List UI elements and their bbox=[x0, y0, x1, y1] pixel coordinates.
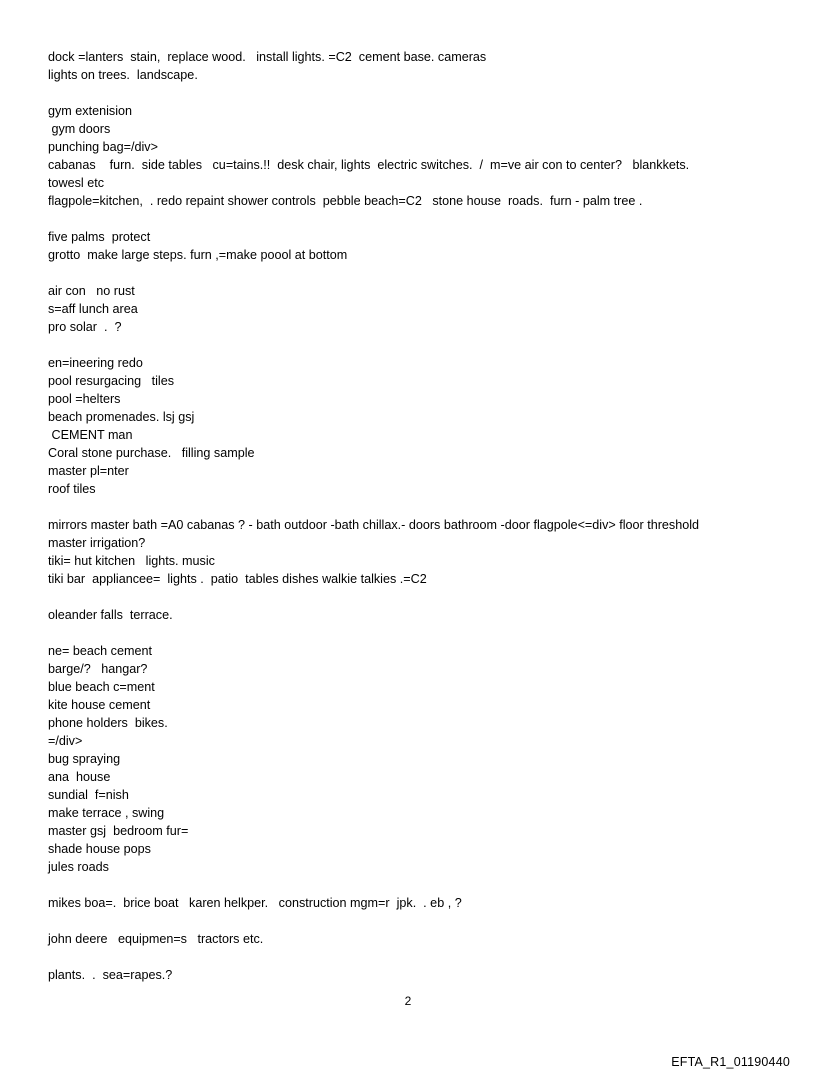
note-line: roof tiles bbox=[48, 482, 96, 496]
note-line: ana house bbox=[48, 770, 111, 784]
note-line: master gsj bedroom fur= bbox=[48, 824, 189, 838]
note-line: tiki= hut kitchen lights. music bbox=[48, 554, 215, 568]
note-line: cabanas furn. side tables cu=tains.!! desk chair, lights electric switches. / m=ve air con to center? blankkets. bbox=[48, 158, 690, 172]
blank-line bbox=[48, 876, 788, 894]
note-line: make terrace , swing bbox=[48, 806, 165, 820]
note-line: s=aff lunch area bbox=[48, 302, 138, 316]
blank-line bbox=[48, 264, 788, 282]
note-line: bug spraying bbox=[48, 752, 121, 766]
blank-line bbox=[48, 912, 788, 930]
note-line: oleander falls terrace. bbox=[48, 608, 173, 622]
note-line: pool resurgacing tiles bbox=[48, 374, 175, 388]
note-line: dock =lanters stain, replace wood. install lights. =C2 cement base. cameras bbox=[48, 50, 487, 64]
blank-line bbox=[48, 588, 788, 606]
note-line: barge/? hangar? bbox=[48, 662, 148, 676]
notes-body bbox=[48, 48, 788, 984]
blank-line bbox=[48, 210, 788, 228]
blank-line bbox=[48, 336, 788, 354]
note-line: grotto make large steps. furn ,=make poool at bottom bbox=[48, 248, 348, 262]
note-line: CEMENT man bbox=[48, 428, 133, 442]
note-line: jules roads bbox=[48, 860, 109, 874]
note-line: pool =helters bbox=[48, 392, 121, 406]
note-line: john deere equipmen=s tractors etc. bbox=[48, 932, 264, 946]
note-line: gym extenision bbox=[48, 104, 132, 118]
note-line: kite house cement bbox=[48, 698, 151, 712]
note-line: ne= beach cement bbox=[48, 644, 152, 658]
note-line: mirrors master bath =A0 cabanas ? - bath outdoor -bath chillax.- doors bathroom -door flagpole<=div> floor threshold bbox=[48, 518, 700, 532]
note-line: towesl etc bbox=[48, 176, 104, 190]
note-line: blue beach c=ment bbox=[48, 680, 155, 694]
note-line: mikes boa=. brice boat karen helkper. construction mgm=r jpk. . eb , ? bbox=[48, 896, 462, 910]
note-line: gym doors bbox=[48, 122, 111, 136]
note-line: Coral stone purchase. filling sample bbox=[48, 446, 255, 460]
document-id: EFTA_R1_01190440 bbox=[671, 1055, 790, 1069]
note-line: air con no rust bbox=[48, 284, 135, 298]
blank-line bbox=[48, 84, 788, 102]
note-line: master irrigation? bbox=[48, 536, 146, 550]
note-line: plants. . sea=rapes.? bbox=[48, 968, 173, 982]
page-number: 2 bbox=[404, 994, 412, 1008]
note-line: pro solar . ? bbox=[48, 320, 122, 334]
blank-line bbox=[48, 948, 788, 966]
note-line: =/div> bbox=[48, 734, 83, 748]
note-line: lights on trees. landscape. bbox=[48, 68, 198, 82]
note-line: shade house pops bbox=[48, 842, 151, 856]
blank-line bbox=[48, 498, 788, 516]
note-line: tiki bar applianceе= lights . patio tables dishes walkie talkies .=C2 bbox=[48, 572, 427, 586]
note-line: phone holders bikes. bbox=[48, 716, 168, 730]
note-line: flagpole=kitchen, . redo repaint shower controls pebble beach=C2 stone house roads. furn - palm tree . bbox=[48, 194, 643, 208]
note-line: five palms protect bbox=[48, 230, 151, 244]
note-line: master pl=nter bbox=[48, 464, 129, 478]
note-line: punching bag=/div> bbox=[48, 140, 158, 154]
blank-line bbox=[48, 624, 788, 642]
note-line: sundial f=nish bbox=[48, 788, 129, 802]
note-line: en=ineering redo bbox=[48, 356, 143, 370]
note-line: beach promenades. lsj gsj bbox=[48, 410, 195, 424]
